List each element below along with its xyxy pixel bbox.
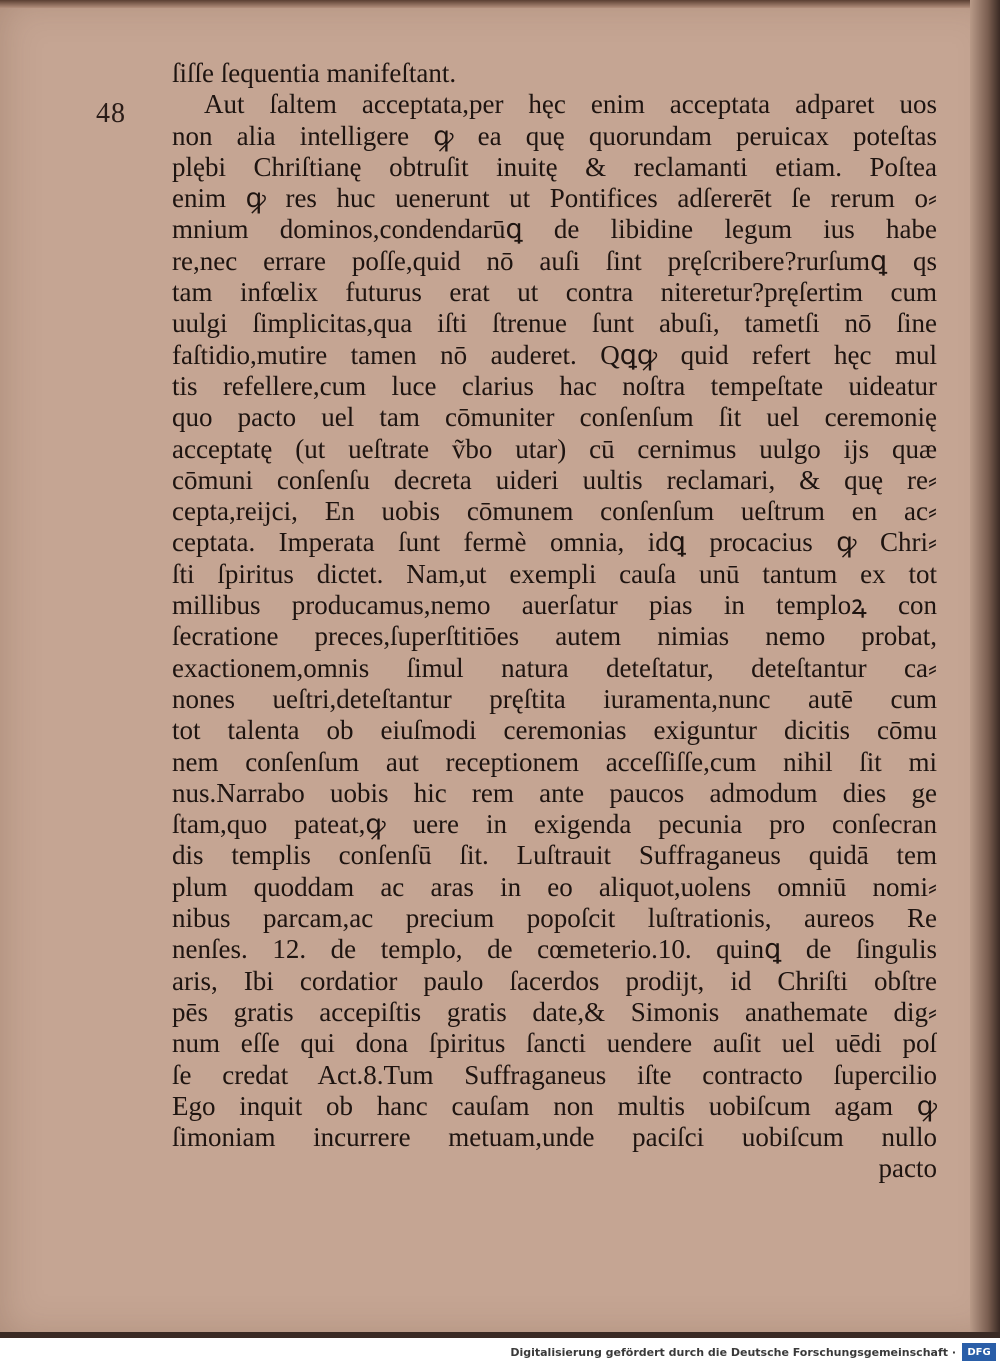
page-text [172, 58, 937, 1185]
text-line: Ego inquit ob hanc cauſam non multis uobiſcum agam ꝙ [172, 1090, 937, 1121]
dfg-logo[interactable]: DFG [962, 1343, 996, 1361]
text-line: cōmuni conſenſu decreta uideri uultis reclamari, & quę re⸗ [172, 464, 937, 495]
footer-bar [0, 1338, 1000, 1366]
text-line: nus.Narrabo uobis hic rem ante paucos admodum dies ge [172, 777, 937, 808]
text-line: mnium dominos,condendarūꝗ de libidine legum ius habe [172, 214, 937, 245]
text-line: nones ueſtri,deteſtantur pręſtita iuramenta,nunc autē cum [172, 683, 937, 714]
text-line: tam infœlix futurus erat ut contra niteretur?pręſertim cum [172, 277, 937, 308]
text-line: ſtam,quo pateat,ꝙ uere in exigenda pecunia pro conſecran [172, 809, 937, 840]
text-line: ſe credat Act.8.Tum Suffraganeus iſte contracto ſupercilio [172, 1059, 937, 1090]
text-line: uulgi ſimplicitas,qua iſti ſtrenue ſunt abuſi, tametſi nō ſine [172, 308, 937, 339]
text-line: dis templis conſenſū ſit. Luſtrauit Suffraganeus quidā tem [172, 840, 937, 871]
text-line: non alia intelligere ꝙ ea quę quorundam peruicax poteſtas [172, 120, 937, 151]
text-line: tot talenta ob eiuſmodi ceremonias exiguntur dicitis cōmu [172, 715, 937, 746]
text-line: ceptata. Imperata ſunt fermè omnia, idꝗ procacius ꝙ Chri⸗ [172, 527, 937, 558]
page-right-edge [970, 0, 1000, 1338]
text-line: ſiſſe ſequentia manifeſtant. [172, 58, 457, 88]
text-line: num eſſe qui dona ſpiritus ſancti uendere auſit uel uēdi poſ [172, 1028, 937, 1059]
text-line: pēs gratis accepiſtis gratis date,& Simonis anathemate dig⸗ [172, 996, 937, 1027]
text-line: acceptatę (ut ueſtrate ṽbo utar) cū cernimus uulgo ijs quæ [172, 433, 937, 464]
text-line: millibus producamus,nemo auerſatur pias in temploꝝ con [172, 590, 937, 621]
text-line: ſti ſpiritus dictet. Nam,ut exempli cauſa unū tantum ex tot [172, 558, 937, 589]
funding-credit: Digitalisierung gefördert durch die Deutsche Forschungsgemeinschaft · [510, 1345, 956, 1359]
text-line: faſtidio,mutire tamen nō auderet. Qꝗꝙ quid refert hęc mul [172, 339, 937, 370]
text-line: exactionem,omnis ſimul natura deteſtatur, deteſtantur ca⸗ [172, 652, 937, 683]
text-line: Aut ſaltem acceptata,per hęc enim acceptata adparet uos [204, 89, 937, 120]
text-line: nenſes. 12. de templo, de cœmeterio.10. quinꝗ de ſingulis [172, 934, 937, 965]
text-line: plum quoddam ac aras in eo aliquot,uolens omniū nomi⸗ [172, 871, 937, 902]
page-top-edge [0, 0, 1000, 8]
page-number: 48 [96, 98, 126, 129]
text-line: plębi Chriſtianę obtruſit inuitę & reclamanti etiam. Poſtea [172, 151, 937, 182]
text-line: re,nec errare poſſe,quid nō auſi ſint pręſcribere?rurſumꝗ qs [172, 245, 937, 276]
text-line: enim ꝙ res huc uenerunt ut Pontifices adſererēt ſe rerum o⸗ [172, 183, 937, 214]
catchword: pacto [878, 1153, 937, 1184]
text-line: nem conſenſum aut receptionem acceſſiſſe,cum nihil ſit mi [172, 746, 937, 777]
text-line: ſecratione preces,ſuperſtitiōes autem nimias nemo probat, [172, 621, 937, 652]
text-line: tis refellere,cum luce clarius hac noſtra tempeſtate uideatur [172, 370, 937, 401]
text-line: aris, Ibi cordatior paulo ſacerdos prodijt, id Chriſti obſtre [172, 965, 937, 996]
text-line: nibus parcam,ac precium popoſcit luſtrationis, aureos Re [172, 903, 937, 934]
text-line: ſimoniam incurrere metuam,unde paciſci uobiſcum nullo [172, 1122, 937, 1153]
text-line: cepta,reijci, En uobis cōmunem conſenſum ueſtrum en ac⸗ [172, 496, 937, 527]
text-line: quo pacto uel tam cōmuniter conſenſum ſit uel ceremonię [172, 402, 937, 433]
